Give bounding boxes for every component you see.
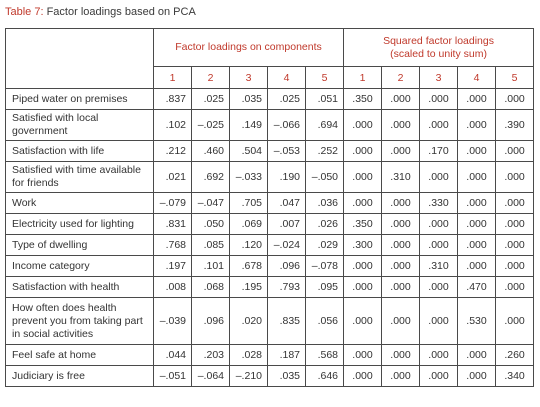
squared-loading-cell: .000	[344, 141, 382, 162]
factor-loading-cell: .050	[192, 214, 230, 235]
factor-loading-cell: .793	[268, 277, 306, 298]
factor-loading-cell: .068	[192, 277, 230, 298]
factor-loadings-table	[5, 28, 534, 387]
squared-loading-cell: .000	[382, 89, 420, 110]
squared-loading-cell: .000	[420, 235, 458, 256]
factor-loading-cell: –.210	[230, 366, 268, 387]
squared-loading-cell: .000	[496, 162, 534, 193]
squared-loading-cell: .000	[496, 298, 534, 345]
row-label: Feel safe at home	[6, 345, 154, 366]
header-empty-cell	[6, 29, 154, 89]
row-label: Electricity used for lighting	[6, 214, 154, 235]
squared-loading-cell: .390	[496, 110, 534, 141]
factor-loading-cell: .085	[192, 235, 230, 256]
squared-loading-cell: .260	[496, 345, 534, 366]
squared-loading-cell: .350	[344, 89, 382, 110]
row-label: Income category	[6, 256, 154, 277]
factor-loading-cell: .203	[192, 345, 230, 366]
squared-loading-cell: .000	[382, 345, 420, 366]
factor-loading-cell: .028	[230, 345, 268, 366]
factor-loading-cell: .692	[192, 162, 230, 193]
factor-loading-cell: –.033	[230, 162, 268, 193]
squared-col-header-5: 5	[496, 67, 534, 89]
squared-loading-cell: .000	[458, 141, 496, 162]
squared-col-header-4: 4	[458, 67, 496, 89]
row-label: Satisfaction with life	[6, 141, 154, 162]
factor-loading-cell: .568	[306, 345, 344, 366]
squared-loading-cell: .000	[420, 214, 458, 235]
factor-loading-cell: .047	[268, 193, 306, 214]
squared-loading-cell: .000	[420, 110, 458, 141]
factor-loading-cell: .007	[268, 214, 306, 235]
factor-loading-cell: .101	[192, 256, 230, 277]
table-row	[6, 256, 534, 277]
factor-loading-cell: .768	[154, 235, 192, 256]
factor-loading-cell: .678	[230, 256, 268, 277]
factor-loading-cell: .069	[230, 214, 268, 235]
factor-loading-cell: .504	[230, 141, 268, 162]
row-label: Satisfaction with health	[6, 277, 154, 298]
factor-col-header-3: 3	[230, 67, 268, 89]
factor-loading-cell: –.064	[192, 366, 230, 387]
table-row	[6, 141, 534, 162]
factor-col-header-4: 4	[268, 67, 306, 89]
table-row	[6, 110, 534, 141]
row-label: Judiciary is free	[6, 366, 154, 387]
factor-loading-cell: –.079	[154, 193, 192, 214]
factor-col-header-5: 5	[306, 67, 344, 89]
factor-loading-cell: .252	[306, 141, 344, 162]
squared-loading-cell: .000	[420, 162, 458, 193]
factor-loading-cell: –.039	[154, 298, 192, 345]
squared-loading-cell: .000	[458, 345, 496, 366]
table-caption-text: Factor loadings based on PCA	[43, 6, 196, 18]
factor-loading-cell: .096	[192, 298, 230, 345]
squared-loading-cell: .000	[344, 162, 382, 193]
table-caption	[5, 5, 196, 19]
squared-loading-cell: .000	[344, 110, 382, 141]
factor-loading-cell: .835	[268, 298, 306, 345]
squared-loading-cell: .350	[344, 214, 382, 235]
factor-col-header-1: 1	[154, 67, 192, 89]
squared-loading-cell: .000	[382, 298, 420, 345]
factor-loading-cell: .190	[268, 162, 306, 193]
factor-loading-cell: .646	[306, 366, 344, 387]
header-factor-loadings: Factor loadings on components	[154, 29, 344, 67]
squared-loading-cell: .000	[458, 214, 496, 235]
factor-loading-cell: .051	[306, 89, 344, 110]
squared-loading-cell: .000	[420, 89, 458, 110]
factor-loading-cell: .029	[306, 235, 344, 256]
squared-loading-cell: .000	[496, 141, 534, 162]
factor-loading-cell: –.053	[268, 141, 306, 162]
squared-col-header-3: 3	[420, 67, 458, 89]
squared-loading-cell: .000	[458, 89, 496, 110]
squared-loading-cell: .170	[420, 141, 458, 162]
factor-loading-cell: .694	[306, 110, 344, 141]
factor-loading-cell: –.051	[154, 366, 192, 387]
factor-loading-cell: .705	[230, 193, 268, 214]
factor-loading-cell: –.025	[192, 110, 230, 141]
squared-loading-cell: .000	[344, 298, 382, 345]
table-row	[6, 214, 534, 235]
squared-loading-cell: .310	[382, 162, 420, 193]
squared-loading-cell: .000	[382, 256, 420, 277]
squared-loading-cell: .000	[458, 235, 496, 256]
header-squared-line2: (scaled to unity sum)	[390, 47, 487, 60]
squared-loading-cell: .000	[344, 256, 382, 277]
table-row	[6, 235, 534, 256]
squared-loading-cell: .530	[458, 298, 496, 345]
factor-loading-cell: .149	[230, 110, 268, 141]
squared-loading-cell: .470	[458, 277, 496, 298]
squared-col-header-2: 2	[382, 67, 420, 89]
squared-loading-cell: .000	[344, 366, 382, 387]
factor-loading-cell: .035	[268, 366, 306, 387]
table-row	[6, 366, 534, 387]
squared-loading-cell: .000	[496, 256, 534, 277]
table-body	[6, 89, 534, 387]
factor-loading-cell: –.066	[268, 110, 306, 141]
factor-loading-cell: .025	[192, 89, 230, 110]
squared-loading-cell: .340	[496, 366, 534, 387]
factor-loading-cell: .197	[154, 256, 192, 277]
table-row	[6, 298, 534, 345]
factor-loading-cell: .008	[154, 277, 192, 298]
squared-loading-cell: .310	[420, 256, 458, 277]
table-row	[6, 277, 534, 298]
factor-loading-cell: –.078	[306, 256, 344, 277]
squared-loading-cell: .000	[496, 214, 534, 235]
squared-loading-cell: .000	[344, 193, 382, 214]
factor-loading-cell: .096	[268, 256, 306, 277]
squared-loading-cell: .330	[420, 193, 458, 214]
squared-loading-cell: .000	[458, 162, 496, 193]
table-row	[6, 162, 534, 193]
squared-loading-cell: .000	[458, 193, 496, 214]
squared-loading-cell: .000	[344, 345, 382, 366]
factor-loading-cell: .837	[154, 89, 192, 110]
factor-loading-cell: .831	[154, 214, 192, 235]
table-row	[6, 193, 534, 214]
factor-loading-cell: .036	[306, 193, 344, 214]
squared-loading-cell: .000	[344, 277, 382, 298]
factor-loading-cell: .056	[306, 298, 344, 345]
factor-loading-cell: .025	[268, 89, 306, 110]
row-label: Type of dwelling	[6, 235, 154, 256]
squared-loading-cell: .000	[420, 345, 458, 366]
squared-loading-cell: .000	[420, 298, 458, 345]
squared-col-header-1: 1	[344, 67, 382, 89]
factor-loading-cell: –.050	[306, 162, 344, 193]
header-squared-line1: Squared factor loadings	[383, 34, 494, 47]
factor-loading-cell: .120	[230, 235, 268, 256]
row-label: How often does health prevent you from taking part in social activities	[6, 298, 154, 345]
squared-loading-cell: .000	[420, 366, 458, 387]
factor-loading-cell: .020	[230, 298, 268, 345]
factor-loading-cell: .195	[230, 277, 268, 298]
factor-loading-cell: .187	[268, 345, 306, 366]
factor-loading-cell: .460	[192, 141, 230, 162]
squared-loading-cell: .000	[496, 235, 534, 256]
squared-loading-cell: .000	[458, 110, 496, 141]
row-label: Work	[6, 193, 154, 214]
squared-loading-cell: .000	[382, 214, 420, 235]
squared-loading-cell: .300	[344, 235, 382, 256]
squared-loading-cell: .000	[382, 277, 420, 298]
squared-loading-cell: .000	[458, 256, 496, 277]
squared-loading-cell: .000	[382, 235, 420, 256]
factor-loading-cell: –.047	[192, 193, 230, 214]
factor-loading-cell: .102	[154, 110, 192, 141]
row-label: Satisfied with local government	[6, 110, 154, 141]
table-caption-label: Table 7:	[5, 6, 44, 18]
squared-loading-cell: .000	[382, 366, 420, 387]
factor-loading-cell: .044	[154, 345, 192, 366]
squared-loading-cell: .000	[496, 193, 534, 214]
factor-loading-cell: .035	[230, 89, 268, 110]
squared-loading-cell: .000	[496, 89, 534, 110]
row-label: Piped water on premises	[6, 89, 154, 110]
squared-loading-cell: .000	[382, 110, 420, 141]
table-row	[6, 345, 534, 366]
factor-loading-cell: .212	[154, 141, 192, 162]
squared-loading-cell: .000	[382, 193, 420, 214]
factor-col-header-2: 2	[192, 67, 230, 89]
squared-loading-cell: .000	[382, 141, 420, 162]
table-row	[6, 89, 534, 110]
header-squared-loadings	[344, 29, 534, 67]
factor-loading-cell: .026	[306, 214, 344, 235]
factor-loading-cell: .021	[154, 162, 192, 193]
squared-loading-cell: .000	[458, 366, 496, 387]
factor-loading-cell: .095	[306, 277, 344, 298]
squared-loading-cell: .000	[496, 277, 534, 298]
squared-loading-cell: .000	[420, 277, 458, 298]
row-label: Satisfied with time available for friends	[6, 162, 154, 193]
factor-loading-cell: –.024	[268, 235, 306, 256]
